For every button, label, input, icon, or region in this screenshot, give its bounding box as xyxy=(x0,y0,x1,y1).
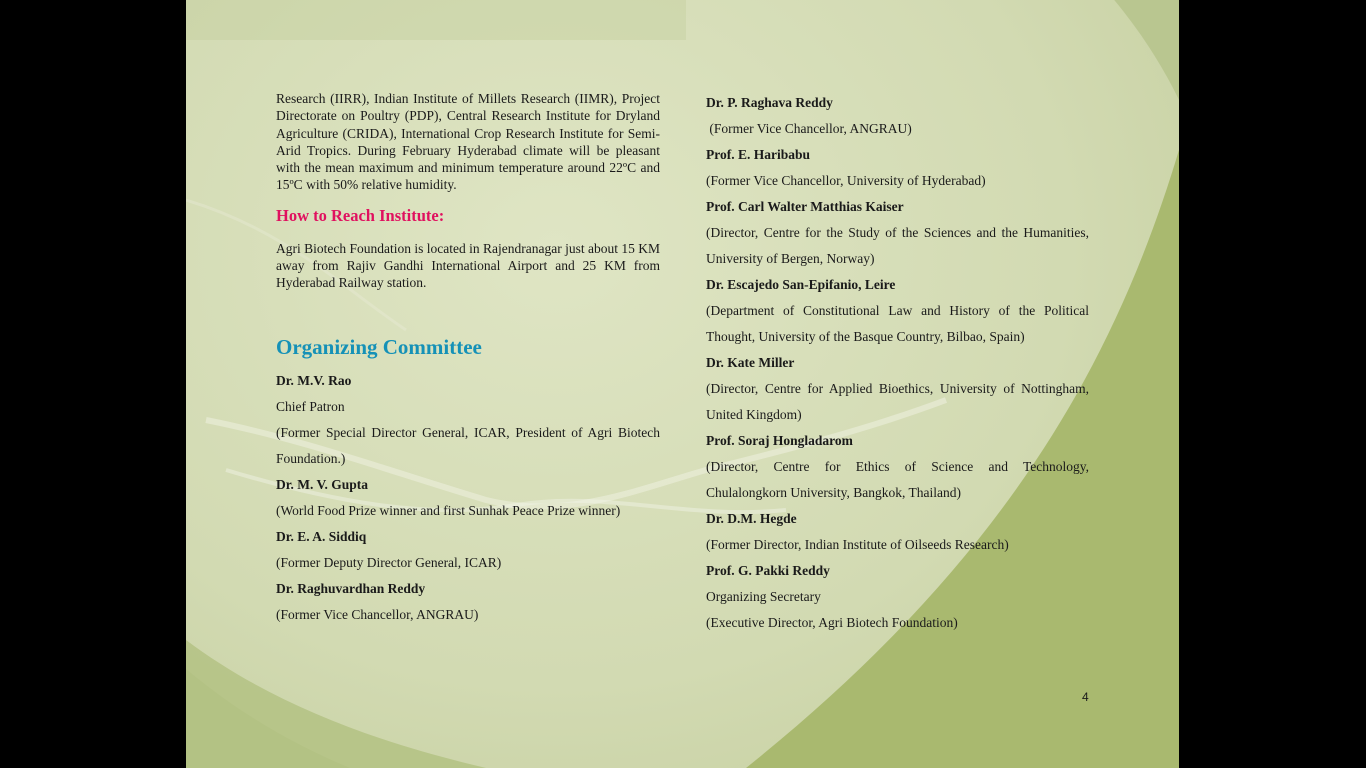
member-name: Dr. Raghuvardhan Reddy xyxy=(276,580,426,596)
member-name: Dr. P. Raghava Reddy xyxy=(706,95,833,110)
committee-heading: Organizing Committee xyxy=(276,334,482,359)
committee-member xyxy=(276,524,660,576)
member-role: Chief Patron xyxy=(276,398,345,414)
committee-member xyxy=(276,472,660,524)
committee-member xyxy=(706,558,1089,636)
member-affiliation: (Director, Centre for Applied Bioethics, University of Nottingham, United Kingdom) xyxy=(706,381,1089,422)
member-affiliation: (Department of Constitutional Law and History of the Political Thought, University of the Basque Country, Bilbao, Spain) xyxy=(706,303,1089,344)
member-affiliation: (Former Vice Chancellor, ANGRAU) xyxy=(706,121,912,136)
member-affiliation: (Director, Centre for the Study of the Sciences and the Humanities, University of Bergen, Norway) xyxy=(706,225,1089,266)
document-page xyxy=(186,0,1179,768)
member-affiliation: (Former Director, Indian Institute of Oilseeds Research) xyxy=(706,537,1009,552)
committee-member xyxy=(276,576,660,628)
member-name: Dr. M.V. Rao xyxy=(276,372,352,388)
member-affiliation: (Former Deputy Director General, ICAR) xyxy=(276,554,502,570)
committee-member xyxy=(276,368,660,472)
committee-member xyxy=(706,506,1089,558)
left-column xyxy=(276,90,660,628)
reach-paragraph: Agri Biotech Foundation is located in Rajendranagar just about 15 KM away from Rajiv Gandhi International Airport and 25 KM from Hyderabad Railway station. xyxy=(276,240,660,291)
member-name: Prof. E. Haribabu xyxy=(706,147,811,162)
committee-member xyxy=(706,142,1089,194)
committee-member xyxy=(706,350,1089,428)
member-name: Dr. E. A. Siddiq xyxy=(276,528,367,544)
member-name: Prof. Soraj Hongladarom xyxy=(706,433,853,448)
committee-member xyxy=(706,428,1089,506)
committee-member xyxy=(706,272,1089,350)
member-affiliation: (Former Vice Chancellor, University of Hyderabad) xyxy=(706,173,986,188)
committee-member xyxy=(706,194,1089,272)
intro-paragraph: Research (IIRR), Indian Institute of Millets Research (IIMR), Project Directorate on Poultry (PDP), Central Research Institute for Dryland Agriculture (CRIDA), International Crop Research Institute for Semi-Arid Tropics. During February Hyderabad climate will be pleasant with the mean maximum and minimum temperature around 22ºC and 15ºC with 50% relative humidity. xyxy=(276,91,660,193)
member-name: Dr. Escajedo San-Epifanio, Leire xyxy=(706,277,896,292)
member-role: Organizing Secretary xyxy=(706,589,821,604)
right-column xyxy=(706,90,1089,636)
member-affiliation: (Director, Centre for Ethics of Science and Technology, Chulalongkorn University, Bangkok, Thailand) xyxy=(706,459,1089,500)
member-affiliation: (Former Special Director General, ICAR, President of Agri Biotech Foundation.) xyxy=(276,424,660,466)
member-name: Prof. G. Pakki Reddy xyxy=(706,563,830,578)
member-name: Dr. D.M. Hegde xyxy=(706,511,797,526)
page-number: 4 xyxy=(1082,690,1089,704)
member-affiliation: (Executive Director, Agri Biotech Foundation) xyxy=(706,615,958,630)
member-name: Prof. Carl Walter Matthias Kaiser xyxy=(706,199,904,214)
member-affiliation: (World Food Prize winner and first Sunhak Peace Prize winner) xyxy=(276,502,621,518)
member-name: Dr. M. V. Gupta xyxy=(276,476,369,492)
reach-heading: How to Reach Institute: xyxy=(276,205,445,225)
member-affiliation: (Former Vice Chancellor, ANGRAU) xyxy=(276,606,479,622)
member-name: Dr. Kate Miller xyxy=(706,355,795,370)
committee-member xyxy=(706,90,1089,142)
